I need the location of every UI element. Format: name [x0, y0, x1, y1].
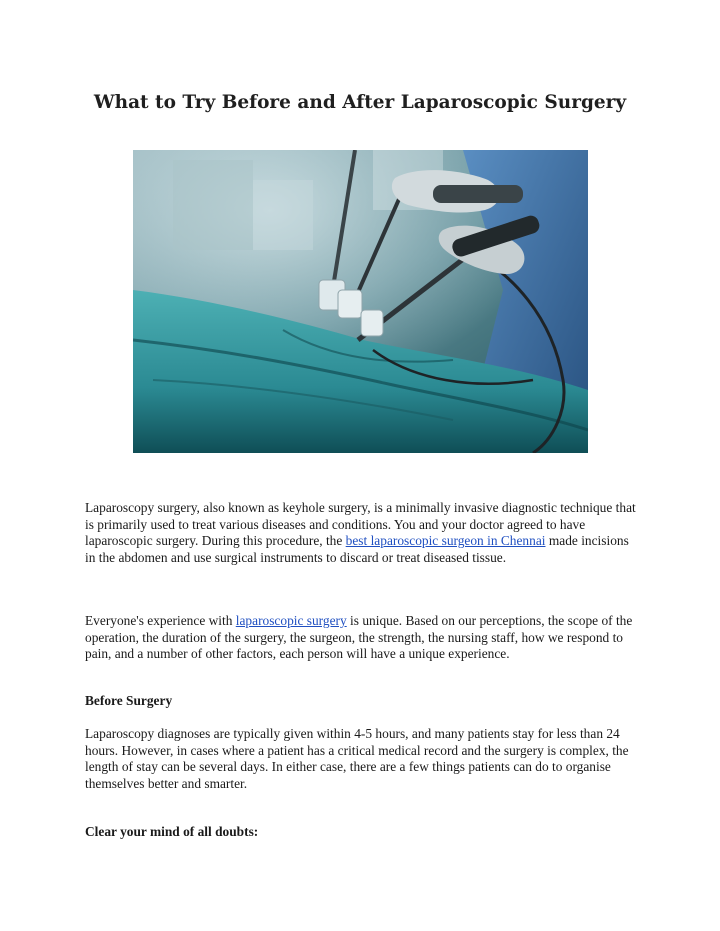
surgery-photo: [133, 150, 588, 453]
experience-text-end: is unique. Based on our perceptions, the scope of the operation, the duration of the surgery, the surgeon, the strength, the nursing staff, how we respond to pain, and a number of other factors, each person will have a unique experience.: [85, 613, 633, 662]
experience-text-start: Everyone's experience with: [85, 613, 236, 628]
surgery-photo-illustration: [133, 150, 588, 453]
clear-mind-heading: Clear your mind of all doubts:: [85, 824, 259, 839]
intro-text-start: Laparoscopy surgery, also known as keyhole surgery, is a minimally invasive diagnostic technique that is primarily used to treat various diseases and conditions. You and your doctor agreed to have laparoscopic surgery. During this procedure, the: [85, 500, 636, 549]
intro-text-end: made incisions in the abdomen and use surgical instruments to discard or treat diseased tissue.: [85, 533, 629, 565]
before-surgery-heading: Before Surgery: [85, 693, 173, 708]
intro-paragraph: [85, 500, 637, 566]
before-surgery-paragraph: Laparoscopy diagnoses are typically given within 4-5 hours, and many patients stay for less than 24 hours. However, in cases where a patient has a critical medical record and the surgery is complex, the length of stay can be several days. In either case, there are a few things patients can do to organise themselves better and smarter.: [85, 726, 629, 791]
best-surgeon-link[interactable]: best laparoscopic surgeon in Chennai: [345, 533, 546, 549]
page-title: What to Try Before and After Laparoscopic Surgery: [93, 92, 627, 113]
laparoscopic-surgery-link[interactable]: laparoscopic surgery: [235, 613, 347, 628]
experience-paragraph: [85, 613, 637, 663]
